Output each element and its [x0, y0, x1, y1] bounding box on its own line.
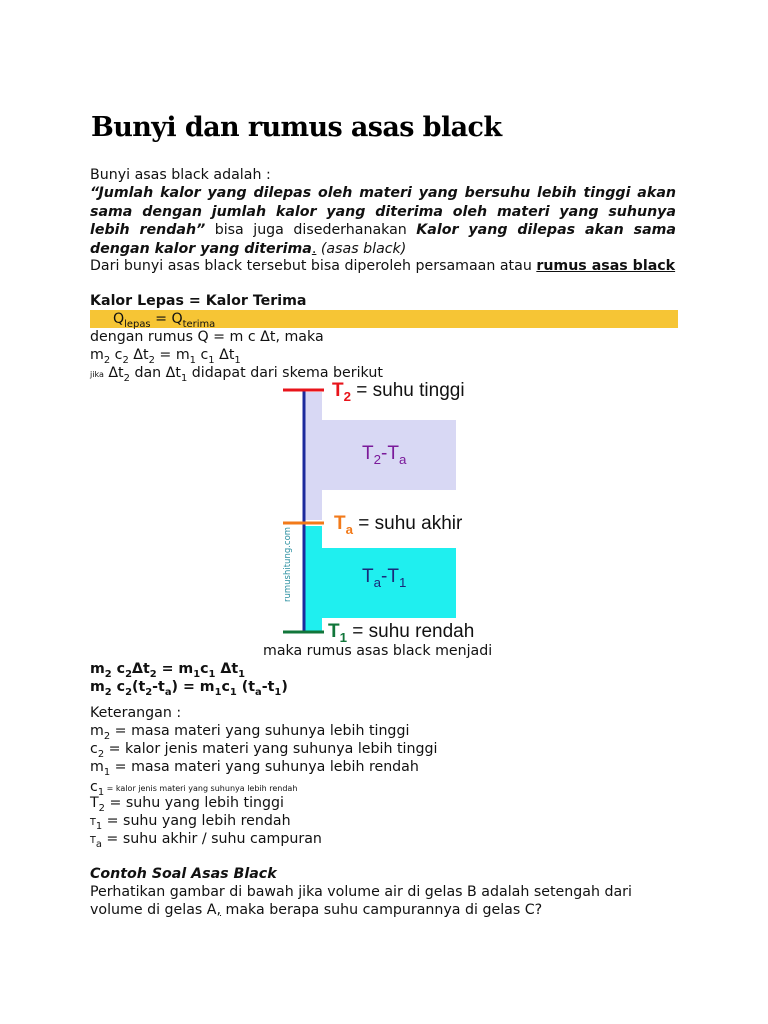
temperature-diagram — [280, 380, 490, 645]
simplified-dot: . — [311, 240, 317, 257]
ta-t1-range-label: $T_a-T_1$ — [362, 566, 407, 590]
quote-tail: bisa juga disederhanakan — [205, 222, 417, 238]
equation-1: $m_2$ $c_2$ $\Delta t_2 = m_1$ $c_1$ $\Delta t_1$ — [90, 347, 241, 366]
maka-text: maka rumus asas black menjadi — [263, 643, 493, 659]
ta-label: $T_a$ = suhu akhir — [334, 513, 463, 537]
t2-ta-range-label: $T_2-T_a$ — [362, 443, 407, 467]
ket-m2: $m_2$ = masa materi yang suhunya lebih tinggi — [90, 723, 410, 742]
soal-line-2: volume di gelas A, maka berapa suhu campurannya di gelas C? — [90, 902, 543, 918]
page-title: Bunyi dan rumus asas black — [91, 112, 502, 143]
asas-note: (asas black) — [316, 240, 407, 257]
derive-paragraph — [90, 257, 676, 276]
ket-ta: $T_a$ = suhu akhir / suhu campuran — [90, 831, 322, 850]
ket-t2: $T_2$ = suhu yang lebih tinggi — [90, 795, 284, 814]
equation-2: $m_2$ $c_2\Delta t_2 = m_1c_1$ $\Delta t_1$ — [90, 661, 246, 680]
ta-symbol: $T_a$ — [334, 513, 354, 537]
rumus-q: dengan rumus Q = m c Δt, maka — [90, 329, 324, 345]
t2-symbol: $T_2$ — [332, 380, 352, 404]
q-equation: $Q_{lepas} = Q_{terima}$ — [113, 311, 216, 330]
soal-line-1: Perhatikan gambar di bawah jika volume air di gelas B adalah setengah dari — [90, 884, 632, 900]
jika-line: jika $\Delta t_2$ dan $\Delta t_1$ didapat dari skema berikut — [90, 365, 383, 384]
ket-t1: $T_1$ = suhu yang lebih rendah — [90, 813, 291, 832]
t1-symbol: $T_1$ — [328, 621, 348, 645]
equation-3: $m_2$ $c_2(t_2-t_a) = m_1c_1$ $(t_a-t_1)$ — [90, 679, 288, 698]
ket-m1: $m_1$ = masa materi yang suhunya lebih rendah — [90, 759, 419, 778]
t2-label: $T_2$ = suhu tinggi — [332, 380, 465, 404]
kalor-equation: Kalor Lepas = Kalor Terima — [90, 293, 307, 309]
simplified-bold: Kalor yang dilepas akan sama dengan kalor yang diterima — [90, 222, 676, 257]
rumus-asas-black-link[interactable]: rumus asas black — [536, 258, 676, 274]
ket-c2: $c_2$ = kalor jenis materi yang suhunya lebih tinggi — [90, 741, 438, 760]
diagram-shapes — [280, 380, 490, 645]
derive-text: Dari bunyi asas black tersebut bisa diperoleh persamaan atau — [90, 258, 537, 274]
watermark: rumushitung.com — [283, 526, 293, 602]
contoh-soal-heading: Contoh Soal Asas Black — [90, 866, 277, 882]
ket-c1: $c_1$ = kalor jenis materi yang suhunya lebih rendah — [90, 779, 298, 798]
t1-label: $T_1$ = suhu rendah — [328, 621, 475, 645]
intro-text: Bunyi asas black adalah : — [90, 167, 271, 183]
asas-black-statement — [90, 184, 676, 258]
quote-bold: “Jumlah kalor yang dilepas oleh materi yang bersuhu lebih tinggi akan sama dengan jumlah kalor yang diterima oleh materi yang suhunya lebih rendah” — [90, 185, 676, 238]
keterangan-heading: Keterangan : — [90, 705, 182, 721]
